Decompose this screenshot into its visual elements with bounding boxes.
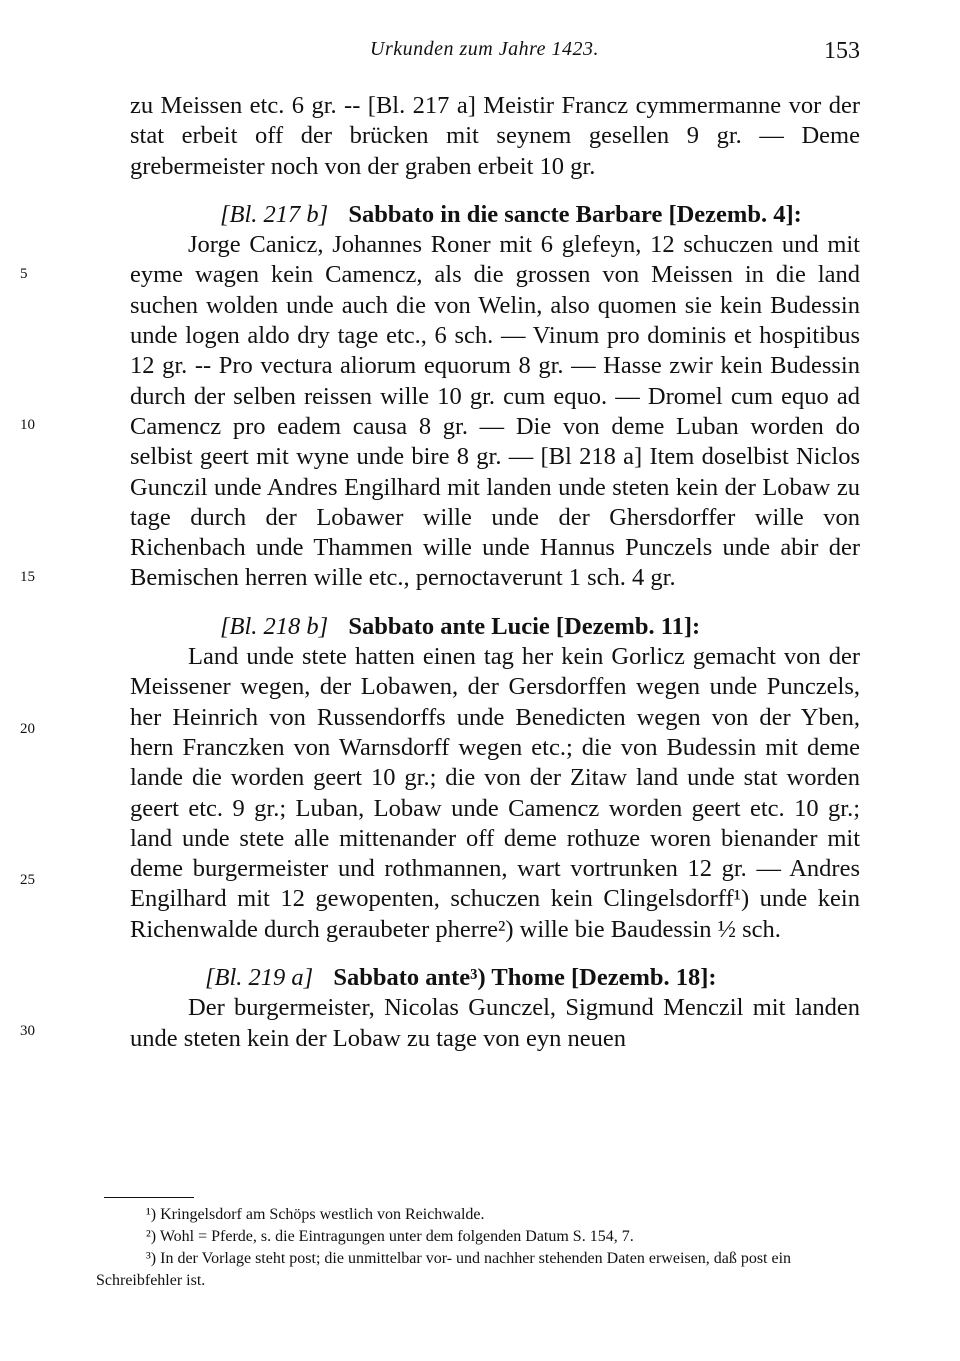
- paragraph: Land unde stete hatten einen tag her kein Gorlicz gemacht von der Meissener wegen, der Lobawen, der Gersdorffen wegen unde Punczels, her Heinrich von Russendorffs unde Benedicten wegen von der Yben, hern Franczken von Warnsdorff wegen etc.; die von Budessin mit deme lande die worden geert 10 gr.; die von der Zitaw land unde stat worden geert etc. 9 gr.; Luban, Lobaw unde Camencz worden geert etc. 10 gr.; land unde stete alle mittenander off deme rothuze woren bienander mit deme burgermeister und rothmannen, wart vortrunken 12 gr. — Andres Engilhard mit 12 gewopenten, schuczen kein Clingelsdorff¹) unde kein Richenwalde durch geraubeter pherre²) wille bie Baudessin ½ sch.: [130, 643, 860, 943]
- page-number: 153: [824, 38, 860, 64]
- section-title: Sabbato ante Lucie [Dezemb. 11]:: [348, 612, 701, 640]
- footnote-mark: ³): [146, 1250, 157, 1267]
- folio-reference: [Bl. 217 b]: [220, 200, 329, 228]
- footnote-mark: ¹): [146, 1206, 157, 1223]
- footnote-text: Kringelsdorf am Schöps westlich von Reichwalde.: [160, 1206, 485, 1223]
- section-heading: [220, 612, 860, 642]
- footnotes: [96, 1197, 866, 1292]
- line-number: 10: [20, 417, 35, 433]
- footnote-text: In der Vorlage steht post; die unmittelbar vor- und nachher stehenden Daten erweisen, daß post ein Schreibfehler ist.: [96, 1250, 792, 1289]
- line-number: 15: [20, 569, 35, 585]
- line-number: 25: [20, 872, 35, 888]
- footnote: [96, 1204, 866, 1226]
- footnote-mark: ²): [146, 1228, 157, 1245]
- section-title: Sabbato ante³) Thome [Dezemb. 18]:: [333, 964, 717, 992]
- main-text: [130, 91, 860, 1054]
- line-number: 30: [20, 1023, 35, 1039]
- paragraph: Der burgermeister, Nicolas Gunczel, Sigmund Menczil mit landen unde steten kein der Lobaw zu tage von eyn neuen: [130, 994, 860, 1052]
- paragraph: Jorge Canicz, Johannes Roner mit 6 glefeyn, 12 schuczen und mit eyme wagen kein Camencz, als die grossen von Meissen in die land suchen wolden unde auch die von Welin, also quomen sie kein Budessin unde logen aldo dry tage etc., 6 sch. — Vinum pro dominis et hospitibus 12 gr. -- Pro vectura aliorum equorum 8 gr. — Hasse zwir kein Budessin durch der selben reissen wille 10 gr. cum equo. — Dromel cum equo ad Camencz pro eadem causa 8 gr. — Die von deme Luban worden do selbist geert mit wyne unde bire 8 gr. — [Bl 218 a] Item doselbist Niclos Gunczil unde Andres Engilhard mit landen unde steten kein der Lobaw zu tage durch der Lobawer wille unde der Ghersdorffer wille von Richenbach unde Thammen wille unde Hannus Punczels unde abir der Bemischen herren wille etc., pernoctaverunt 1 sch. 4 gr.: [130, 231, 860, 592]
- section-heading: [220, 200, 860, 230]
- folio-reference: [Bl. 218 b]: [220, 612, 329, 640]
- footnote-rule: [104, 1197, 194, 1198]
- footnote: [96, 1248, 866, 1292]
- footnote: [96, 1226, 866, 1248]
- section-heading: [205, 963, 860, 993]
- paragraph: zu Meissen etc. 6 gr. -- [Bl. 217 a] Meistir Francz cymmermanne vor der stat erbeit off der brücken mit seynem gesellen 9 gr. — Deme grebermeister noch von der graben erbeit 10 gr.: [130, 92, 860, 180]
- section-title: Sabbato in die sancte Barbare [Dezemb. 4]:: [348, 200, 802, 228]
- running-head: Urkunden zum Jahre 1423.: [370, 38, 600, 60]
- folio-reference: [Bl. 219 a]: [205, 964, 314, 992]
- footnote-text: Wohl = Pferde, s. die Eintragungen unter dem folgenden Datum S. 154, 7.: [159, 1228, 634, 1245]
- line-number: 5: [20, 266, 28, 282]
- line-number: 20: [20, 721, 35, 737]
